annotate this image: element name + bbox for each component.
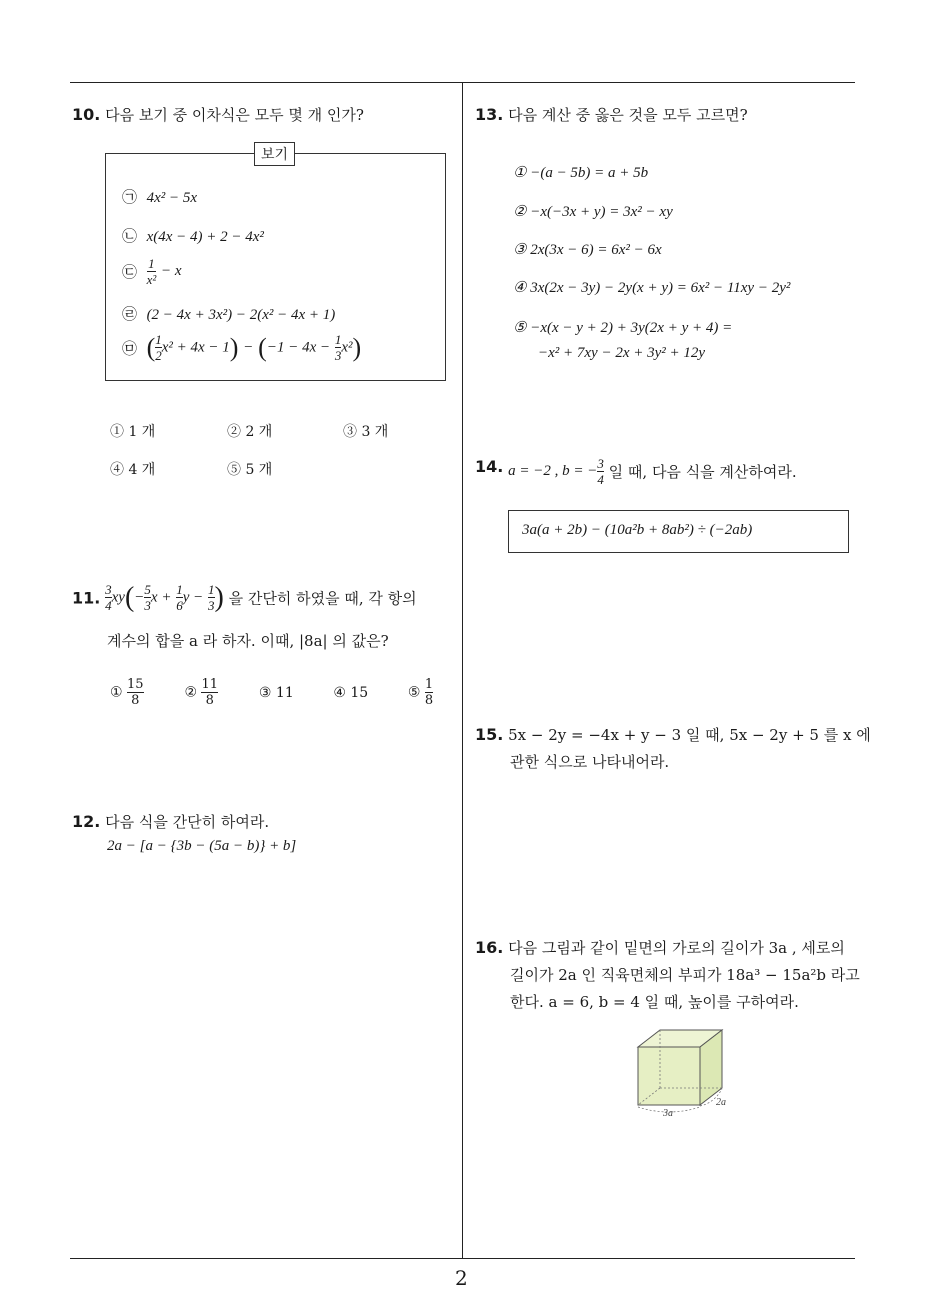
q10-item-5: ㉤ ( $\frac{1}{2}$ x² + 4x − 1) − (−1 − 4x − $\frac{1}{3}$ x²) <box>122 332 362 363</box>
page-number: 2 <box>455 1266 468 1290</box>
q11-question: 을 간단히 하였을 때, 각 항의 <box>228 589 417 608</box>
q11-number: 11. <box>72 588 101 608</box>
q10-choice-5[interactable]: ⑤ 5 개 <box>227 462 273 478</box>
q11-choice-4[interactable]: ④ 15 <box>333 684 369 701</box>
q13-choice-2[interactable]: ② −x(−3x + y) = 3x² − xy <box>513 204 673 220</box>
q11-question-line2: 계수의 합을 a 라 하자. 이때, |8a| 의 값은? <box>107 632 389 650</box>
q13-choice-5[interactable]: ⑤ −x(x − y + 2) + 3y(2x + y + 4) = <box>513 320 733 336</box>
q10-choice-3[interactable]: ③ 3 개 <box>343 424 389 440</box>
q14-header: 14. a = −2 , b = − $\frac{3}{4}$ 일 때, 다음 식을 계산하여라. <box>475 456 797 487</box>
q13-choice-5-cont: −x² + 7xy − 2x + 3y² + 12y <box>538 345 706 361</box>
q12-question: 다음 식을 간단히 하여라. <box>105 813 270 831</box>
q13-header <box>475 104 748 125</box>
q11-choice-3[interactable]: ③ 11 <box>258 684 294 701</box>
q13-number: 13. <box>475 105 504 124</box>
cuboid-front-face <box>638 1047 700 1105</box>
q10-item-3-fraction: $\frac{1}{\text{x²}}$ <box>146 256 157 287</box>
q15-question-line1: 5x − 2y = −4x + y − 3 일 때, 5x − 2y + 5 를 x 에 <box>508 726 871 744</box>
q11-choice-5[interactable]: ⑤ $\frac{1}{8}$ <box>407 677 434 708</box>
q10-number: 10. <box>72 105 101 124</box>
q11-choice-1[interactable]: ① $\frac{15}{8}$ <box>110 677 144 708</box>
q10-choice-2[interactable]: ② 2 개 <box>227 424 273 440</box>
q10-box-label: 보기 <box>254 142 295 166</box>
q10-item-2: ㉡ x(4x − 4) + 2 − 4x² <box>122 227 264 245</box>
q16-question-line2: 길이가 2a 인 직육면체의 부피가 18a³ − 15a²b 라고 <box>510 966 860 984</box>
q16-number: 16. <box>475 938 504 957</box>
q12-expression: 2a − [a − {3b − (5a − b)} + b] <box>107 838 297 854</box>
q15-line1 <box>475 724 871 745</box>
q13-question: 다음 계산 중 옳은 것을 모두 고르면? <box>508 106 748 124</box>
q10-item-4: ㉣ (2 − 4x + 3x²) − 2(x² − 4x + 1) <box>122 305 336 323</box>
q13-choice-1[interactable]: ① −(a − 5b) = a + 5b <box>513 165 649 181</box>
depth-label: 2a <box>716 1097 726 1108</box>
q15-question-line2: 관한 식으로 나타내어라. <box>510 753 670 771</box>
q15-number: 15. <box>475 725 504 744</box>
q13-choice-4[interactable]: ④ 3x(2x − 3y) − 2y(x + y) = 6x² − 11xy − 2y² <box>513 280 791 296</box>
q14-fraction: $\frac{3}{4}$ <box>597 456 604 487</box>
q10-item-3: ㉢ $\frac{1}{\text{x²}}$ − x <box>122 256 182 287</box>
q16-line1 <box>475 937 845 958</box>
q11-choices <box>110 678 468 707</box>
q16-question-line3: 한다. a = 6, b = 4 일 때, 높이를 구하여라. <box>510 993 799 1011</box>
q13-choice-3[interactable]: ③ 2x(3x − 6) = 6x² − 6x <box>513 242 662 258</box>
q10-choice-1[interactable]: ① 1 개 <box>110 424 156 440</box>
q10-item-1: ㉠ 4x² − 5x <box>122 188 197 206</box>
q14-expression: 3a(a + 2b) − (10a²b + 8ab²) ÷ (−2ab) <box>522 522 753 538</box>
q14-question: 일 때, 다음 식을 계산하여라. <box>608 463 797 482</box>
q12-header <box>72 811 269 832</box>
cuboid-figure <box>630 1025 740 1120</box>
q16-question-line1: 다음 그림과 같이 밑면의 가로의 길이가 3a , 세로의 <box>508 939 845 957</box>
q14-number: 14. <box>475 457 504 476</box>
q10-choice-4[interactable]: ④ 4 개 <box>110 462 156 478</box>
q11-choice-2[interactable]: ② $\frac{11}{8}$ <box>184 677 219 708</box>
q10-header <box>72 104 364 125</box>
width-label: 3a <box>663 1108 673 1119</box>
q11-header: 11. $\frac{3}{4}$ xy(− $\frac{5}{3}$ x + $\frac{1}{6}$ y − $\frac{1}{3}$ ) 을 간단히 하였을 때, 각 항의 <box>72 582 417 613</box>
column-divider <box>462 82 463 1259</box>
q10-question: 다음 보기 중 이차식은 모두 몇 개 인가? <box>105 106 364 124</box>
q12-number: 12. <box>72 812 101 831</box>
